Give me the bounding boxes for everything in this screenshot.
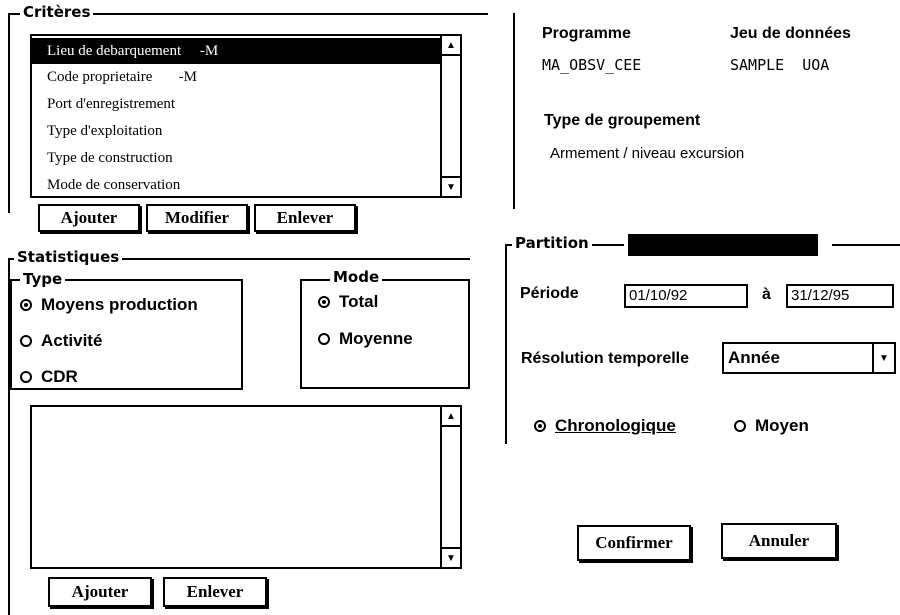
radio-icon — [318, 333, 330, 345]
radio-selected-icon — [20, 299, 32, 311]
criteres-listbox[interactable] — [30, 34, 462, 198]
mode-legend: Mode — [330, 268, 382, 286]
grouping-value: Armement / niveau excursion — [550, 145, 745, 162]
mode-option-moyenne[interactable] — [318, 329, 413, 349]
list-item[interactable]: Port d'enregistrement — [47, 96, 176, 112]
chevron-down-icon[interactable]: ▼ — [872, 344, 894, 372]
partition-name-field[interactable] — [624, 234, 832, 256]
radio-label: CDR — [41, 367, 78, 386]
type-legend: Type — [20, 270, 65, 288]
partition-group-left-line — [505, 244, 507, 444]
list-item[interactable]: Code proprietaire -M — [47, 69, 197, 85]
period-to-input[interactable]: 31/12/95 — [786, 284, 894, 308]
radio-label: Moyenne — [339, 329, 413, 348]
resolution-value: Année — [728, 348, 780, 367]
statistiques-listbox[interactable] — [30, 405, 462, 569]
criteres-scrollbar[interactable] — [440, 36, 460, 196]
criteres-remove-button[interactable]: Enlever — [254, 204, 356, 232]
criteres-modify-button[interactable]: Modifier — [146, 204, 248, 232]
period-label: Période — [520, 285, 579, 302]
scroll-down-icon[interactable]: ▼ — [442, 176, 460, 196]
list-item[interactable]: Type d'exploitation — [47, 123, 163, 139]
radio-label: Total — [339, 292, 379, 311]
radio-label: Moyens production — [41, 295, 198, 314]
radio-selected-icon — [534, 420, 546, 432]
list-item[interactable]: Mode de conservation — [47, 177, 181, 193]
resolution-select[interactable] — [722, 342, 896, 374]
criteres-group-left-line — [8, 13, 10, 213]
confirm-button[interactable]: Confirmer — [577, 525, 691, 561]
list-item[interactable]: Lieu de debarquement -M — [32, 38, 440, 64]
mode-option-total[interactable] — [318, 292, 378, 312]
program-label: Programme — [542, 25, 631, 42]
radio-icon — [734, 420, 746, 432]
criteres-legend: Critères — [20, 3, 93, 21]
partition-option-chronologique[interactable] — [534, 416, 676, 436]
period-separator: à — [762, 286, 771, 303]
statistiques-legend: Statistiques — [14, 248, 122, 266]
statistiques-remove-button[interactable]: Enlever — [163, 577, 267, 607]
radio-selected-icon — [318, 296, 330, 308]
info-panel-left-line — [513, 13, 515, 209]
radio-label: Moyen — [755, 416, 809, 435]
criteres-add-button[interactable]: Ajouter — [38, 204, 140, 232]
dataset-label: Jeu de données — [730, 25, 851, 42]
scroll-down-icon[interactable]: ▼ — [442, 547, 460, 567]
radio-label: Chronologique — [555, 416, 676, 435]
radio-icon — [20, 335, 32, 347]
radio-label: Activité — [41, 331, 103, 350]
partition-legend: Partition — [512, 234, 592, 252]
program-value: MA_OBSV_CEE — [542, 56, 642, 74]
radio-icon — [20, 371, 32, 383]
type-option-cdr[interactable] — [20, 367, 78, 387]
scroll-up-icon[interactable]: ▲ — [442, 407, 460, 427]
dataset-value: SAMPLE UOA — [730, 56, 830, 74]
partition-option-moyen[interactable] — [734, 416, 809, 436]
cancel-button[interactable]: Annuler — [721, 523, 837, 559]
type-option-moyens-production[interactable] — [20, 295, 198, 315]
statistiques-scrollbar[interactable] — [440, 407, 460, 567]
resolution-label: Résolution temporelle — [521, 350, 690, 367]
grouping-label: Type de groupement — [544, 112, 701, 129]
list-item[interactable]: Type de construction — [47, 150, 173, 166]
statistiques-add-button[interactable]: Ajouter — [48, 577, 152, 607]
period-from-input[interactable]: 01/10/92 — [624, 284, 748, 308]
scroll-up-icon[interactable]: ▲ — [442, 36, 460, 56]
type-option-activite[interactable] — [20, 331, 102, 351]
